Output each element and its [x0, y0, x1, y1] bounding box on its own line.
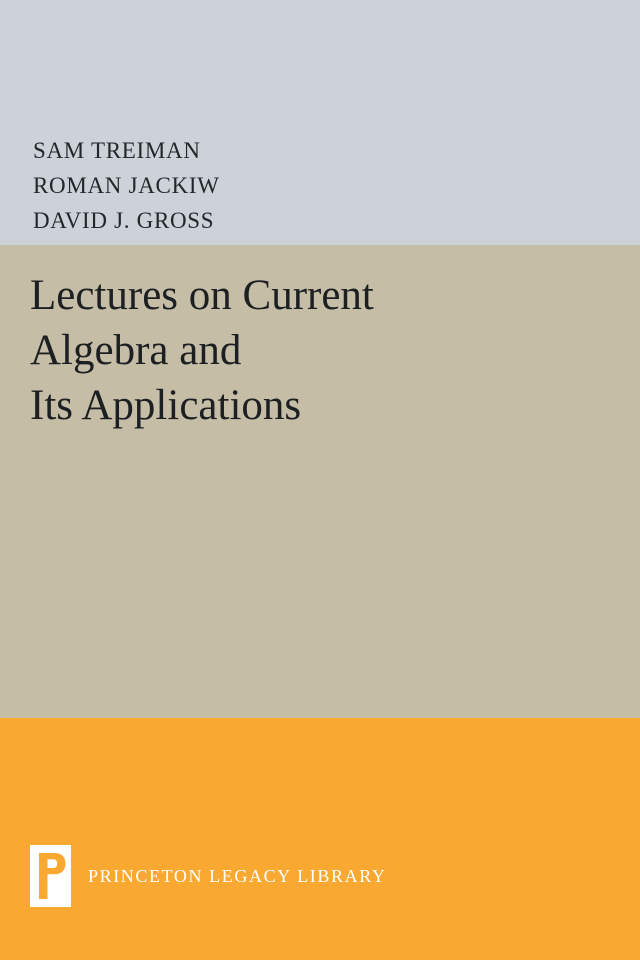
author-list: [33, 133, 593, 238]
princeton-press-p-logo-icon: [30, 845, 71, 907]
book-title: [30, 268, 610, 433]
author-name: ROMAN JACKIW: [33, 173, 220, 198]
title-line: Algebra and: [30, 327, 242, 374]
author-name: DAVID J. GROSS: [33, 208, 215, 233]
title-line: Lectures on Current: [30, 272, 374, 319]
series-label: PRINCETON LEGACY LIBRARY: [88, 865, 387, 886]
series-footer: [30, 845, 386, 907]
title-line: Its Applications: [30, 382, 302, 429]
author-name: SAM TREIMAN: [33, 138, 201, 163]
cover-band-bottom: [0, 718, 640, 960]
